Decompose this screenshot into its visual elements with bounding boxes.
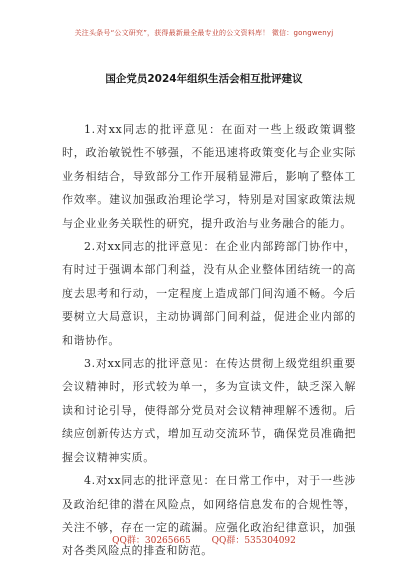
document-title: 国企党员2024年组织生活会相互批评建议 [105,73,303,85]
promo-banner: 关注头条号“公文研究”，获得最新最全最专业的公文资料库！ 微信：gongwenyj [74,29,334,37]
qq-group-1: QQ群：30265665 [112,536,191,546]
paragraph-3: 3.对xx同志的批评意见：在传达贯彻上级党组织重要会议精神时，形式较为单一，多为宣读文件，缺乏深入解读和讨论引导，使得部分党员对会议精神理解不透彻。后续应创新传达方式，增加互动交流环节，确保党员准确把握会议精神实质。 [62,357,356,464]
paragraph-4: 4.对xx同志的批评意见：在日常工作中，对于一些涉及政治纪律的潜在风险点，如网络信息发布的合规性等，关注不够，存在一定的疏漏。应强化政治纪律意识，加强对各类风险点的排查和防范。 [62,474,356,558]
paragraph-2: 2.对xx同志的批评意见：在企业内部跨部门协作中，有时过于强调本部门利益，没有从企业整体团结统一的高度去思考和行动，一定程度上造成部门间沟通不畅。今后要树立大局意识，主动协调部门间利益，促进企业内部的和谐协作。 [62,240,356,347]
paragraph-1: 1.对xx同志的批评意见：在面对一些上级政策调整时，政治敏锐性不够强，不能迅速将政策变化与企业实际业务相结合，导致部分工作开展稍显滞后，影响了整体工作效率。建议加强政治理论学习，特别是对国家政策法规与企业业务关联性的研究，提升政治与业务融合的能力。 [62,123,356,230]
qq-group-2: QQ群：535304092 [211,536,296,546]
document-body [62,118,356,563]
footer-contact [0,533,408,546]
